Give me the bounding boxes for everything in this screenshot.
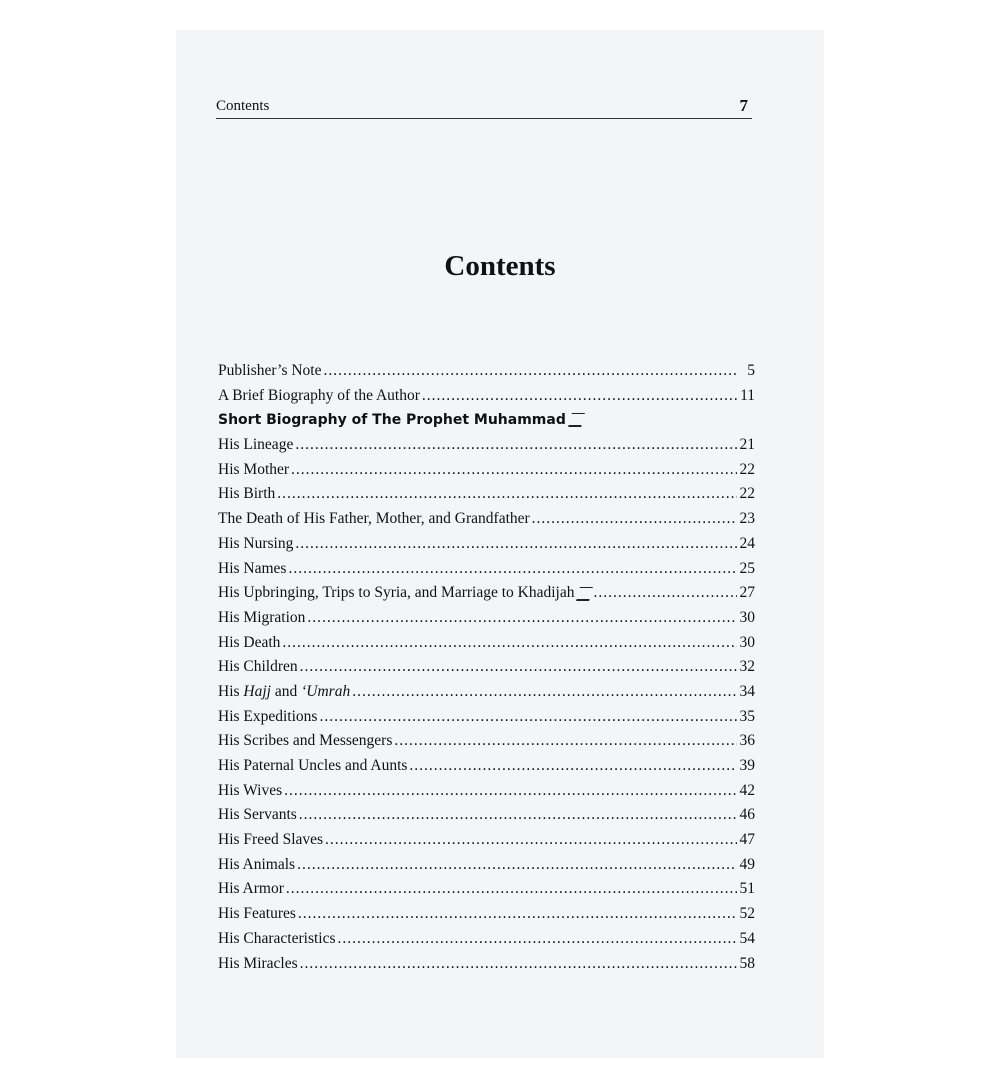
toc-entry-title-part: His Names	[218, 559, 287, 577]
toc-entry-page: 36	[739, 732, 755, 750]
dot-leader	[284, 779, 736, 804]
toc-entry-title-part: His Paternal Uncles and Aunts	[218, 757, 408, 774]
toc-entry-page: 54	[739, 929, 755, 947]
toc-entry[interactable]	[218, 705, 755, 730]
toc-entry-title	[218, 803, 297, 828]
toc-entry[interactable]	[218, 803, 755, 828]
toc-entry-title	[218, 680, 350, 705]
toc-entry-page: 47	[739, 831, 755, 849]
toc-entry-page: 30	[739, 633, 755, 651]
dot-leader	[295, 433, 736, 458]
toc-entry[interactable]	[218, 359, 755, 384]
toc-entry-title-part: ‘Umrah	[301, 682, 351, 700]
toc-entry-title-part: His	[218, 682, 244, 700]
toc-entry-page: 24	[739, 534, 755, 552]
dot-leader	[298, 902, 737, 927]
toc-entry-page: 22	[739, 485, 755, 503]
toc-entry-page: 58	[739, 954, 755, 972]
toc-entry[interactable]	[218, 507, 755, 532]
page-title: Contents	[444, 250, 556, 282]
toc-entry-page: 39	[739, 757, 755, 774]
toc-entry[interactable]	[218, 754, 755, 779]
toc-entry-title	[218, 359, 321, 384]
toc-entry-title-part: His Death	[218, 633, 281, 651]
toc-entry-title	[218, 828, 323, 853]
toc-entry-title	[218, 458, 289, 483]
toc-section-heading[interactable]	[218, 408, 755, 433]
toc-entry-title	[218, 581, 591, 606]
toc-entry-title	[218, 927, 336, 952]
toc-entry-title-part: His Mother	[218, 460, 290, 478]
toc-entry[interactable]	[218, 655, 755, 680]
toc-entry-title-part: His Upbringing, Trips to Syria, and Marriage to Khadijah	[218, 584, 575, 602]
toc-entry-page: 46	[739, 806, 755, 824]
toc-entry-page: 5	[747, 362, 755, 379]
dot-leader	[295, 532, 736, 557]
toc-entry-title	[218, 482, 275, 507]
dot-leader	[352, 680, 736, 705]
toc-entry-title-part: Hajj	[243, 682, 271, 700]
dot-leader	[300, 952, 737, 977]
toc-entry-page: 42	[739, 781, 755, 799]
toc-entry[interactable]	[218, 902, 755, 927]
toc-entry-title-part: His Freed Slaves	[218, 831, 324, 849]
dot-leader	[422, 384, 737, 409]
dot-leader	[338, 927, 737, 952]
dot-leader	[307, 606, 736, 631]
toc-entry[interactable]	[218, 729, 755, 754]
toc-entry-title-part: His Children	[218, 658, 298, 676]
toc-entry-title-part: His Armor	[218, 880, 284, 898]
dot-leader	[300, 655, 737, 680]
toc-entry-title-part: The Death of His Father, Mother, and Grandfather	[218, 510, 530, 528]
dot-leader	[325, 828, 736, 853]
toc-entry-page: 49	[739, 855, 755, 873]
toc-entry-title-part: His Miracles	[218, 954, 298, 972]
toc-entry-page: 30	[739, 608, 755, 626]
toc-entry-page: 34	[739, 682, 755, 700]
toc-entry-title	[218, 631, 280, 656]
toc-entry-title-part: His Scribes and Messengers	[218, 732, 393, 750]
running-head	[216, 96, 752, 119]
toc-entry-title-part: A Brief Biography of the Author	[218, 386, 420, 404]
toc-entry-title-part: and	[270, 682, 302, 700]
toc-entry[interactable]	[218, 606, 755, 631]
toc-entry-page: 22	[739, 460, 755, 478]
toc-entry[interactable]	[218, 853, 755, 878]
toc-entry-title-part: Short Biography of The Prophet Muhammad	[218, 412, 566, 429]
toc-entry-title-part: Publisher’s Note	[218, 362, 322, 379]
toc-entry-title	[218, 557, 286, 582]
toc-entry-title	[218, 384, 420, 409]
toc-entry-title-part: His Migration	[218, 608, 306, 626]
toc-entry[interactable]	[218, 458, 755, 483]
toc-entry[interactable]	[218, 631, 755, 656]
toc-entry-title-part: His Characteristics	[218, 929, 336, 947]
dot-leader	[291, 458, 736, 483]
dot-leader	[319, 705, 736, 730]
toc-entry-title	[218, 877, 284, 902]
toc-entry-title-part: His Features	[218, 905, 296, 923]
toc-entry-title	[218, 408, 583, 433]
dot-leader	[286, 877, 737, 902]
toc-entry-title	[218, 853, 295, 878]
toc-entry-title	[218, 779, 282, 804]
toc-entry[interactable]	[218, 581, 755, 606]
toc-entry[interactable]	[218, 433, 755, 458]
toc-entry-page: 23	[739, 510, 755, 528]
dot-leader	[532, 507, 737, 532]
toc-entry[interactable]	[218, 828, 755, 853]
honorific-symbol-icon	[568, 413, 585, 427]
toc-entry-page: 21	[739, 436, 755, 454]
toc-entry-title	[218, 902, 296, 927]
dot-leader	[288, 557, 736, 582]
toc-entry-title	[218, 433, 293, 458]
toc-entry-page: 11	[740, 386, 755, 404]
toc-entry[interactable]	[218, 779, 755, 804]
toc-entry[interactable]	[218, 384, 755, 409]
toc-entry-title-part: His Wives	[218, 781, 283, 799]
toc-entry-title	[218, 952, 298, 977]
toc-entry-title	[218, 532, 293, 557]
dot-leader	[299, 803, 737, 828]
dot-leader	[409, 754, 736, 779]
toc-entry-title-part: His Birth	[218, 485, 276, 503]
toc-entry-page: 35	[739, 707, 755, 725]
dot-leader	[282, 631, 736, 656]
toc-entry-title	[218, 655, 298, 680]
dot-leader	[297, 853, 736, 878]
toc-entry-title-part: His Lineage	[218, 436, 294, 454]
toc-entry-title	[218, 705, 317, 730]
toc-entry[interactable]	[218, 680, 755, 705]
toc-entry-page: 27	[739, 584, 755, 602]
toc-entry[interactable]	[218, 557, 755, 582]
toc-entry-title	[218, 754, 407, 779]
toc-entry-title-part: His Nursing	[218, 534, 294, 552]
toc-entry[interactable]	[218, 532, 755, 557]
toc-entry[interactable]	[218, 482, 755, 507]
table-of-contents	[218, 359, 755, 976]
honorific-symbol-icon	[577, 587, 594, 601]
toc-entry-title-part: His Animals	[218, 855, 296, 873]
toc-entry[interactable]	[218, 952, 755, 977]
toc-entry-title	[218, 606, 305, 631]
toc-entry-title	[218, 729, 392, 754]
toc-entry[interactable]	[218, 927, 755, 952]
dot-leader	[323, 359, 738, 384]
toc-entry-title-part: His Servants	[218, 806, 297, 824]
toc-entry-title	[218, 507, 530, 532]
toc-entry-page: 25	[739, 559, 755, 577]
toc-entry-page: 51	[739, 880, 755, 898]
toc-entry[interactable]	[218, 877, 755, 902]
dot-leader	[394, 729, 736, 754]
page-number: 7	[739, 96, 748, 115]
toc-entry-title-part: His Expeditions	[218, 707, 318, 725]
running-head-section: Contents	[216, 98, 270, 114]
dot-leader	[277, 482, 736, 507]
dot-leader	[593, 581, 736, 606]
toc-entry-page: 52	[739, 905, 755, 923]
toc-entry-page: 32	[739, 658, 755, 676]
